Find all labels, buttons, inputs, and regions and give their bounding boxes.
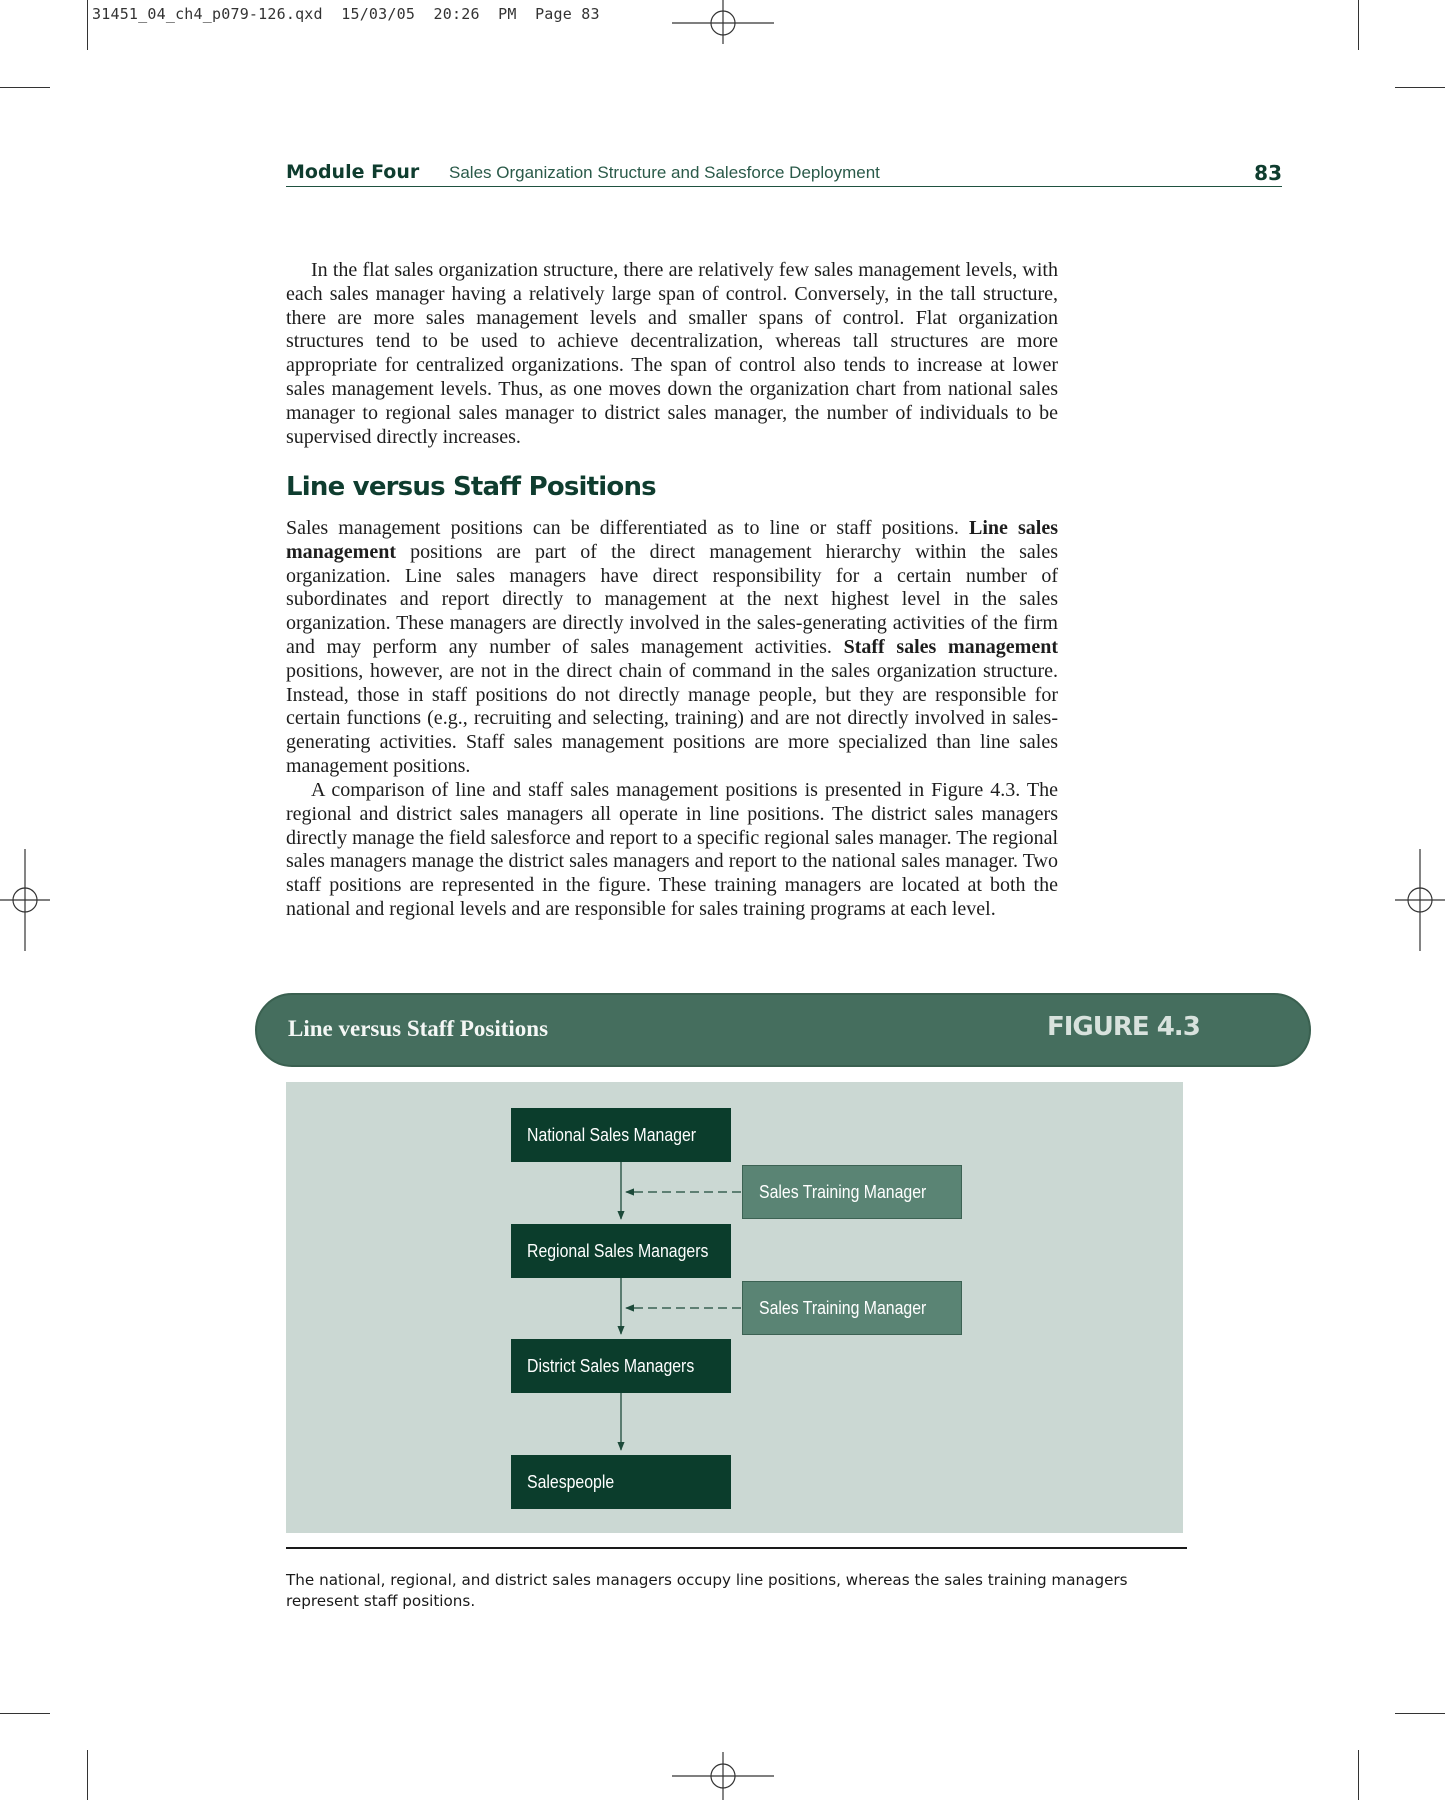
org-chart-connectors — [286, 1082, 1183, 1533]
running-head — [286, 160, 1282, 187]
registration-mark — [1395, 849, 1445, 951]
crop-mark — [0, 1713, 50, 1714]
crop-mark — [1358, 1750, 1359, 1800]
box-label: Regional Sales Managers — [527, 1240, 709, 1261]
crop-mark — [1395, 1713, 1445, 1714]
crop-mark — [1395, 87, 1445, 88]
registration-mark — [672, 1752, 774, 1800]
module-label: Module Four — [286, 161, 420, 183]
chapter-title: Sales Organization Structure and Salesforce Deployment — [449, 163, 880, 182]
org-chart-panel — [286, 1082, 1183, 1533]
national-sales-training-manager-box — [742, 1165, 962, 1219]
paragraph-line-staff — [286, 517, 1058, 779]
figure-caption: The national, regional, and district sales managers occupy line positions, whereas the sales training managers represent staff positions. — [286, 1571, 1128, 1610]
figure-title: Line versus Staff Positions — [288, 1016, 549, 1041]
key-term: Line sales management — [286, 517, 1058, 563]
section-heading: Line versus Staff Positions — [286, 472, 656, 502]
crop-mark — [1358, 0, 1359, 50]
figure-rule — [286, 1547, 1187, 1549]
regional-sales-training-manager-box — [742, 1281, 962, 1335]
national-sales-manager-box — [511, 1108, 731, 1162]
printer-slug: 31451_04_ch4_p079-126.qxd 15/03/05 20:26 PM Page 83 — [92, 5, 600, 23]
salespeople-box — [511, 1455, 731, 1509]
box-label: National Sales Manager — [527, 1124, 697, 1145]
registration-mark — [0, 849, 50, 951]
key-term: Staff sales management — [843, 635, 1058, 658]
paragraph-text: positions are part of the direct management hierarchy within the sales organization. Line sales managers have direct responsibility for a certain number of subordinates and report directly to management at the next highest level in the sales organization. These managers are directly involved in the sales-generating activities of the firm and may perform any number of sales management activities. — [286, 540, 1058, 658]
crop-mark — [87, 0, 88, 50]
paragraph-text: Sales management positions can be differentiated as to line or staff positions. — [286, 517, 969, 539]
regional-sales-managers-box — [511, 1224, 731, 1278]
crop-mark — [87, 1750, 88, 1800]
page-number: 83 — [1254, 161, 1282, 185]
box-label: Sales Training Manager — [759, 1181, 927, 1202]
box-label: Salespeople — [527, 1471, 615, 1492]
registration-mark — [672, 0, 774, 44]
box-label: District Sales Managers — [527, 1355, 695, 1376]
figure-banner — [255, 993, 1311, 1067]
figure-label: FIGURE 4.3 — [1047, 1012, 1200, 1042]
box-label: Sales Training Manager — [759, 1297, 927, 1318]
paragraph-span-of-control: In the flat sales organization structure, there are relatively few sales management levels, with each sales manager having a relatively large span of control. Conversely, in the tall structure, there are more sales management levels and smaller spans of control. Flat organization structures tend to be used to achieve decentralization, whereas tall structures are more appropriate for centralized organizations. The span of control also tends to increase at lower sales management levels. Thus, as one moves down the organization chart from national sales manager to regional sales manager to district sales manager, the number of individuals to be supervised directly increases. — [286, 259, 1058, 448]
district-sales-managers-box — [511, 1339, 731, 1393]
paragraph-figure-reference: A comparison of line and staff sales management positions is presented in Figure 4.3. The regional and district sales managers all operate in line positions. The district sales managers directly manage the field salesforce and report to a specific regional sales manager. The regional sales managers manage the district sales managers and report to the national sales manager. Two staff positions are represented in the figure. These training managers are located at both the national and regional levels and are responsible for sales training programs at each level. — [286, 779, 1058, 920]
paragraph-text: positions, however, are not in the direct chain of command in the sales organization structure. Instead, those in staff positions do not directly manage people, but they are responsible for certain functions (e.g., recruiting and selecting, training) and are not directly involved in sales-generating activities. Staff sales management positions are more specialized than line sales management positions. — [286, 659, 1058, 777]
crop-mark — [0, 87, 50, 88]
